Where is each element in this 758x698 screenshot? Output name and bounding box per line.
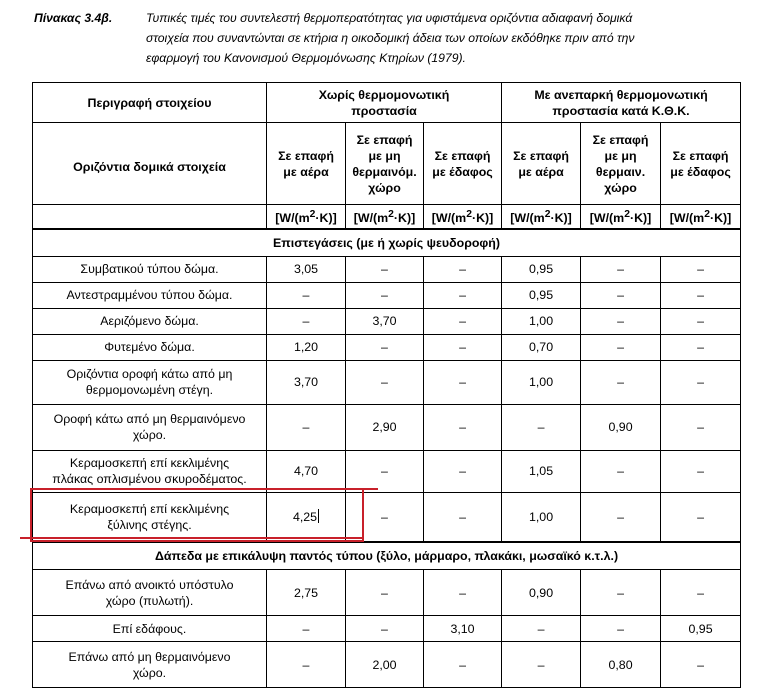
value-cell: – [267, 642, 346, 688]
value-cell: – [661, 404, 741, 450]
subheader-air [502, 123, 581, 205]
row-description: Αεριζόμενο δώμα. [33, 308, 267, 334]
header-line: με έδαφος [432, 164, 493, 179]
header-without-insulation [267, 83, 502, 123]
table-row [33, 570, 741, 616]
subheader-description: Οριζόντια δομικά στοιχεία [33, 123, 267, 205]
unit-exp: 2 [466, 208, 472, 220]
row-description-line: χώρο. [132, 428, 167, 442]
unit-row [33, 205, 741, 229]
subheader-unheated [581, 123, 661, 205]
value-cell: – [661, 308, 741, 334]
value-cell: – [346, 360, 424, 404]
value-cell: – [346, 450, 424, 492]
value-cell: – [346, 282, 424, 308]
table-row [33, 308, 741, 334]
row-description-line: χώρο. [132, 665, 167, 680]
value-cell: 1,05 [502, 450, 581, 492]
value-text: 4,25 [292, 509, 318, 524]
header-line: Σε επαφή [356, 132, 413, 147]
value-cell: – [661, 282, 741, 308]
row-description [33, 492, 267, 542]
text-cursor [318, 509, 319, 523]
table-row [33, 404, 741, 450]
unit-cell [581, 205, 661, 229]
table-row-highlighted [33, 492, 741, 542]
value-cell: – [661, 450, 741, 492]
row-description-line: Οριζόντια οροφή κάτω από μη [66, 367, 233, 381]
value-cell: – [267, 404, 346, 450]
value-cell: – [424, 642, 502, 688]
header-line: χώρο [604, 180, 637, 195]
table-row [33, 256, 741, 282]
header-line: θερμαινόμ. [352, 164, 417, 179]
header-line: Σε επαφή [672, 148, 729, 163]
caption-text [146, 8, 746, 68]
value-cell: 0,95 [502, 282, 581, 308]
row-description [33, 642, 267, 688]
row-description-line: πλάκας οπλισμένου σκυροδέματος. [52, 472, 247, 486]
value-cell: – [424, 492, 502, 542]
header-insufficient-insulation [502, 83, 741, 123]
subheader-ground [424, 123, 502, 205]
highlight-underline [20, 537, 364, 539]
header-line: με μη [604, 148, 637, 163]
unit-pre: [W/(m [275, 210, 310, 225]
value-cell: – [346, 492, 424, 542]
row-description-line: χώρο (πυλωτή). [105, 593, 194, 608]
unit-post: ·K)] [550, 210, 572, 225]
value-cell: – [424, 450, 502, 492]
value-cell: – [581, 308, 661, 334]
value-cell: – [581, 360, 661, 404]
row-description-line: Κεραμοσκεπή επί κεκλιμένης [69, 501, 230, 516]
subheader-unheated [346, 123, 424, 205]
value-cell: – [581, 492, 661, 542]
table-row [33, 334, 741, 360]
unit-exp: 2 [388, 208, 394, 220]
caption-label: Πίνακας 3.4β. [34, 11, 113, 25]
value-cell: – [346, 570, 424, 616]
value-cell: 0,95 [661, 616, 741, 642]
row-description: Φυτεμένο δώμα. [33, 334, 267, 360]
table-row [33, 642, 741, 688]
value-cell: 1,00 [502, 492, 581, 542]
value-cell: 0,95 [502, 256, 581, 282]
value-cell: 0,90 [581, 404, 661, 450]
value-cell: – [661, 360, 741, 404]
value-cell: 3,05 [267, 256, 346, 282]
header-line: προστασία κατά Κ.Θ.Κ. [552, 103, 690, 118]
header-line: Σε επαφή [592, 132, 649, 147]
unit-exp: 2 [704, 208, 710, 220]
row-description-line: Κεραμοσκεπή επί κεκλιμένης [69, 456, 230, 470]
unit-pre: [W/(m [589, 210, 625, 225]
unit-pre: [W/(m [669, 210, 705, 225]
value-cell: – [502, 616, 581, 642]
value-cell: – [424, 282, 502, 308]
row-description-line: Επάνω από μη θερμαινόμενο [68, 649, 231, 664]
unit-cell [424, 205, 502, 229]
unit-cell-empty [33, 205, 267, 229]
value-cell: – [502, 404, 581, 450]
header-line: με μη [368, 148, 401, 163]
header-line: Σε επαφή [513, 148, 569, 163]
table-row [33, 450, 741, 492]
unit-cell [346, 205, 424, 229]
header-line: με αέρα [283, 164, 329, 179]
value-cell: – [267, 308, 346, 334]
row-description: Συμβατικού τύπου δώμα. [33, 256, 267, 282]
header-line: θερμαιν. [595, 164, 646, 179]
row-description-line: ξύλινης στέγης. [107, 517, 192, 532]
value-cell: 2,90 [346, 404, 424, 450]
u-values-table [32, 82, 741, 688]
header-line: με αέρα [518, 164, 564, 179]
value-cell: – [661, 334, 741, 360]
section-row [33, 542, 741, 570]
table-caption [34, 8, 746, 65]
unit-post: ·K)] [629, 210, 652, 225]
table-row [33, 360, 741, 404]
value-cell: – [346, 616, 424, 642]
value-cell: 3,70 [346, 308, 424, 334]
header-line: με έδαφος [670, 164, 731, 179]
value-cell: – [267, 282, 346, 308]
subheader-air [267, 123, 346, 205]
value-cell: 0,90 [502, 570, 581, 616]
unit-pre: [W/(m [353, 210, 389, 225]
header-line: χώρο [368, 180, 401, 195]
value-cell: 1,20 [267, 334, 346, 360]
header-line: Χωρίς θερμομονωτική [318, 87, 450, 102]
value-cell: – [581, 282, 661, 308]
row-description [33, 570, 267, 616]
value-cell: 1,00 [502, 360, 581, 404]
unit-cell [502, 205, 581, 229]
header-line: Σε επαφή [278, 148, 334, 163]
value-cell: – [502, 642, 581, 688]
value-cell: – [424, 256, 502, 282]
caption-line: Τυπικές τιμές του συντελεστή θερμοπερατότητας για υφιστάμενα οριζόντια αδιαφανή δομικά [146, 11, 633, 25]
header-line: Με ανεπαρκή θερμομονωτική [534, 87, 708, 102]
table-row [33, 282, 741, 308]
value-cell: – [581, 450, 661, 492]
row-description [33, 360, 267, 404]
header-description: Περιγραφή στοιχείου [33, 83, 267, 123]
value-cell: – [581, 616, 661, 642]
value-cell: – [581, 256, 661, 282]
value-cell: – [424, 570, 502, 616]
row-description-line: Οροφή κάτω από μη θερμαινόμενο [53, 412, 246, 426]
unit-cell [661, 205, 741, 229]
value-cell-editing[interactable] [267, 492, 346, 542]
value-cell: 0,70 [502, 334, 581, 360]
unit-pre: [W/(m [510, 210, 545, 225]
value-cell: – [346, 256, 424, 282]
row-description [33, 404, 267, 450]
header-line: Σε επαφή [434, 148, 491, 163]
row-description: Επί εδάφους. [33, 616, 267, 642]
unit-post: ·K)] [471, 210, 494, 225]
value-cell: 4,70 [267, 450, 346, 492]
table-row [33, 616, 741, 642]
section-floors: Δάπεδα με επικάλυψη παντός τύπου (ξύλο, μάρμαρο, πλακάκι, μωσαϊκό κ.τ.λ.) [33, 542, 741, 570]
value-cell: 1,00 [502, 308, 581, 334]
value-cell: – [346, 334, 424, 360]
unit-post: ·K)] [709, 210, 732, 225]
section-row [33, 229, 741, 257]
unit-exp: 2 [624, 208, 630, 220]
value-cell: – [661, 570, 741, 616]
value-cell: – [267, 616, 346, 642]
row-description-line: θερμομονωμένη στέγη. [85, 383, 214, 397]
value-cell: 0,80 [581, 642, 661, 688]
value-cell: – [424, 308, 502, 334]
value-cell: – [581, 570, 661, 616]
value-cell: 3,70 [267, 360, 346, 404]
unit-post: ·K)] [393, 210, 416, 225]
value-cell: 2,00 [346, 642, 424, 688]
value-cell: – [424, 360, 502, 404]
unit-exp: 2 [544, 208, 551, 220]
value-cell: – [581, 334, 661, 360]
value-cell: – [424, 334, 502, 360]
row-description [33, 450, 267, 492]
value-cell: – [661, 256, 741, 282]
caption-line: εφαρμογή του Κανονισμού Θερμομόνωσης Κτηρίων (1979). [146, 51, 466, 65]
value-cell: – [661, 492, 741, 542]
row-description: Αντεστραμμένου τύπου δώμα. [33, 282, 267, 308]
unit-post: ·K)] [315, 210, 337, 225]
row-description-line: Επάνω από ανοικτό υπόστυλο [65, 577, 234, 592]
section-roofs: Επιστεγάσεις (με ή χωρίς ψευδοροφή) [33, 229, 741, 257]
unit-pre: [W/(m [431, 210, 467, 225]
value-cell: 3,10 [424, 616, 502, 642]
value-cell: – [424, 404, 502, 450]
caption-line: στοιχεία που συναντώνται σε κτήρια η οικοδομική άδεια των οποίων εκδόθηκε πριν από την [146, 31, 635, 45]
subheader-ground [661, 123, 741, 205]
unit-cell [267, 205, 346, 229]
header-line: προστασία [351, 103, 417, 118]
value-cell: – [661, 642, 741, 688]
value-cell: 2,75 [267, 570, 346, 616]
unit-exp: 2 [309, 208, 316, 220]
